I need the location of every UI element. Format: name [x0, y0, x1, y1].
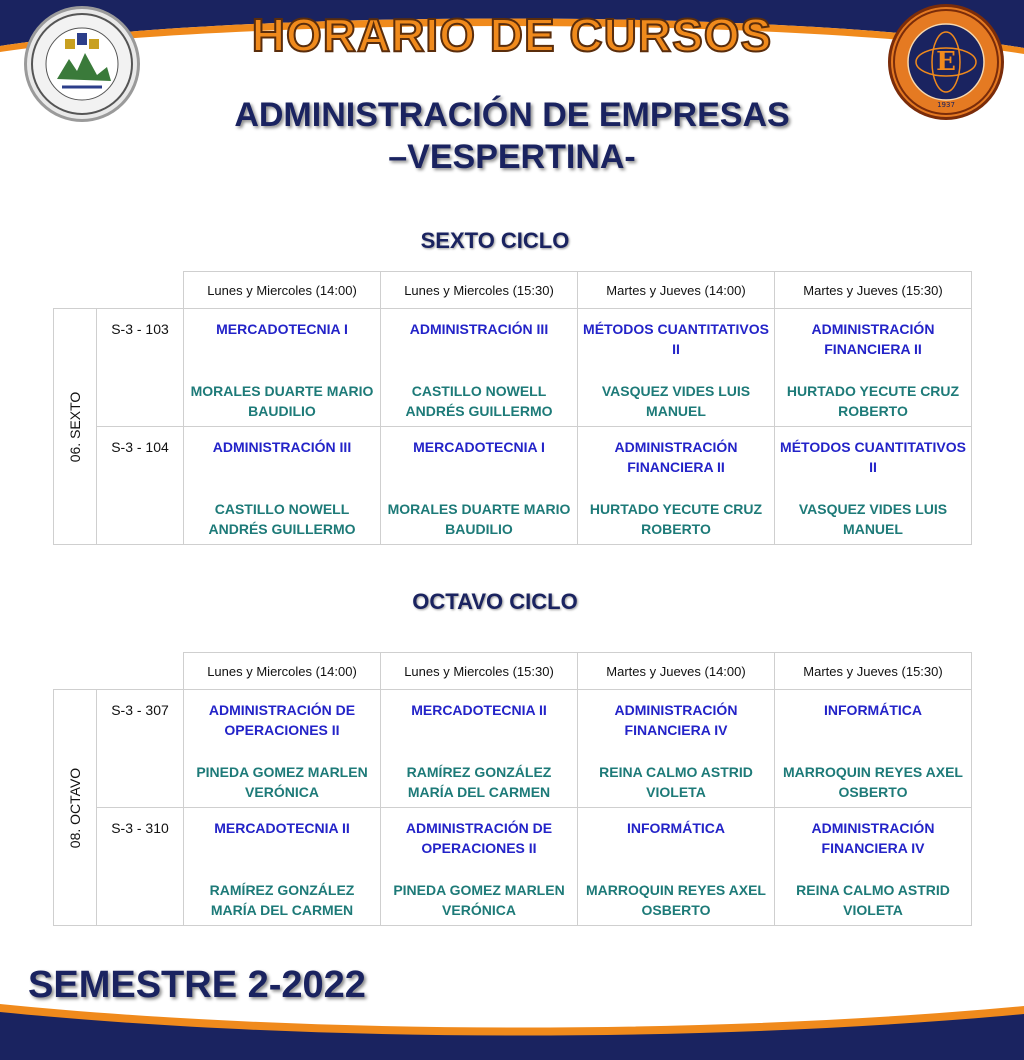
day-header: Lunes y Miercoles (14:00) — [184, 272, 381, 309]
teacher-name: CASTILLO NOWELL ANDRÉS GUILLERMO — [405, 383, 553, 419]
section-label: S-3 - 103 — [97, 309, 184, 427]
teacher-name: VASQUEZ VIDES LUIS MANUEL — [601, 383, 751, 419]
schedule-cell — [381, 309, 578, 427]
svg-text:E: E — [936, 47, 956, 77]
day-header: Martes y Jueves (15:30) — [775, 272, 972, 309]
course-name: ADMINISTRACIÓN III — [212, 439, 352, 455]
schedule-cell — [184, 808, 381, 926]
course-name: ADMINISTRACIÓN FINANCIERA IV — [811, 820, 935, 856]
cycle-label-cell — [54, 309, 97, 545]
header-corner — [54, 653, 184, 690]
course-name: MÉTODOS CUANTITATIVOS II — [583, 321, 769, 357]
page-title: HORARIO DE CURSOS — [251, 9, 773, 61]
table-row — [54, 427, 972, 545]
semester-label: SEMESTRE 2-2022 — [28, 964, 366, 1006]
teacher-name: HURTADO YECUTE CRUZ ROBERTO — [589, 501, 763, 537]
cycle-label: 08. OCTAVO — [67, 767, 83, 848]
teacher-name: PINEDA GOMEZ MARLEN VERÓNICA — [196, 764, 368, 800]
course-name: MERCADOTECNIA I — [413, 439, 545, 455]
teacher-name: MORALES DUARTE MARIO BAUDILIO — [387, 501, 571, 537]
teacher-name: RAMÍREZ GONZÁLEZ MARÍA DEL CARMEN — [406, 764, 552, 800]
sexto-schedule-table — [53, 271, 972, 545]
course-name: MERCADOTECNIA II — [411, 702, 547, 718]
course-name: INFORMÁTICA — [824, 702, 922, 718]
course-name: MERCADOTECNIA I — [216, 321, 348, 337]
day-header: Lunes y Miercoles (15:30) — [381, 272, 578, 309]
svg-text:1937: 1937 — [937, 101, 955, 109]
teacher-name: RAMÍREZ GONZÁLEZ MARÍA DEL CARMEN — [209, 882, 355, 918]
day-header: Martes y Jueves (15:30) — [775, 653, 972, 690]
schedule-cell — [578, 309, 775, 427]
teacher-name: CASTILLO NOWELL ANDRÉS GUILLERMO — [208, 501, 356, 537]
day-header: Martes y Jueves (14:00) — [578, 272, 775, 309]
day-header: Lunes y Miercoles (14:00) — [184, 653, 381, 690]
teacher-name: REINA CALMO ASTRID VIOLETA — [599, 764, 753, 800]
course-name: INFORMÁTICA — [627, 820, 725, 836]
teacher-name: MARROQUIN REYES AXEL OSBERTO — [586, 882, 766, 918]
table-header-row — [54, 653, 972, 690]
teacher-name: HURTADO YECUTE CRUZ ROBERTO — [786, 383, 960, 419]
course-name: ADMINISTRACIÓN FINANCIERA II — [811, 321, 935, 357]
course-name: ADMINISTRACIÓN DE OPERACIONES II — [405, 820, 553, 856]
day-header: Lunes y Miercoles (15:30) — [381, 653, 578, 690]
teacher-name: MORALES DUARTE MARIO BAUDILIO — [190, 383, 374, 419]
sexto-ciclo-title: SEXTO CICLO — [420, 228, 570, 253]
course-name: MÉTODOS CUANTITATIVOS II — [780, 439, 966, 475]
teacher-name: MARROQUIN REYES AXEL OSBERTO — [783, 764, 963, 800]
schedule-cell — [381, 690, 578, 808]
schedule-cell — [184, 427, 381, 545]
schedule-cell — [775, 690, 972, 808]
subtitle-line-1: ADMINISTRACIÓN DE EMPRESAS — [234, 96, 790, 134]
course-name: ADMINISTRACIÓN FINANCIERA IV — [614, 702, 738, 738]
program-subtitle — [0, 94, 1024, 178]
octavo-ciclo-title: OCTAVO CICLO — [412, 589, 578, 614]
schedule-cell — [184, 309, 381, 427]
table-row — [54, 690, 972, 808]
subtitle-line-2: –VESPERTINA- — [388, 138, 636, 176]
schedule-cell — [775, 309, 972, 427]
schedule-cell — [381, 427, 578, 545]
day-header: Martes y Jueves (14:00) — [578, 653, 775, 690]
table-row — [54, 309, 972, 427]
octavo-schedule-table — [53, 652, 972, 926]
table-header-row — [54, 272, 972, 309]
course-name: ADMINISTRACIÓN DE OPERACIONES II — [208, 702, 356, 738]
course-name: ADMINISTRACIÓN FINANCIERA II — [614, 439, 738, 475]
section-label: S-3 - 104 — [97, 427, 184, 545]
schedule-cell — [381, 808, 578, 926]
section-label: S-3 - 307 — [97, 690, 184, 808]
teacher-name: PINEDA GOMEZ MARLEN VERÓNICA — [393, 882, 565, 918]
schedule-cell — [578, 808, 775, 926]
teacher-name: REINA CALMO ASTRID VIOLETA — [796, 882, 950, 918]
schedule-cell — [578, 690, 775, 808]
schedule-cell — [775, 427, 972, 545]
cycle-label-cell — [54, 690, 97, 926]
header-corner — [54, 272, 184, 309]
course-name: MERCADOTECNIA II — [214, 820, 350, 836]
schedule-cell — [184, 690, 381, 808]
schedule-cell — [578, 427, 775, 545]
course-name: ADMINISTRACIÓN III — [409, 321, 549, 337]
schedule-cell — [775, 808, 972, 926]
section-label: S-3 - 310 — [97, 808, 184, 926]
table-row — [54, 808, 972, 926]
teacher-name: VASQUEZ VIDES LUIS MANUEL — [798, 501, 948, 537]
cycle-label: 06. SEXTO — [67, 391, 83, 462]
